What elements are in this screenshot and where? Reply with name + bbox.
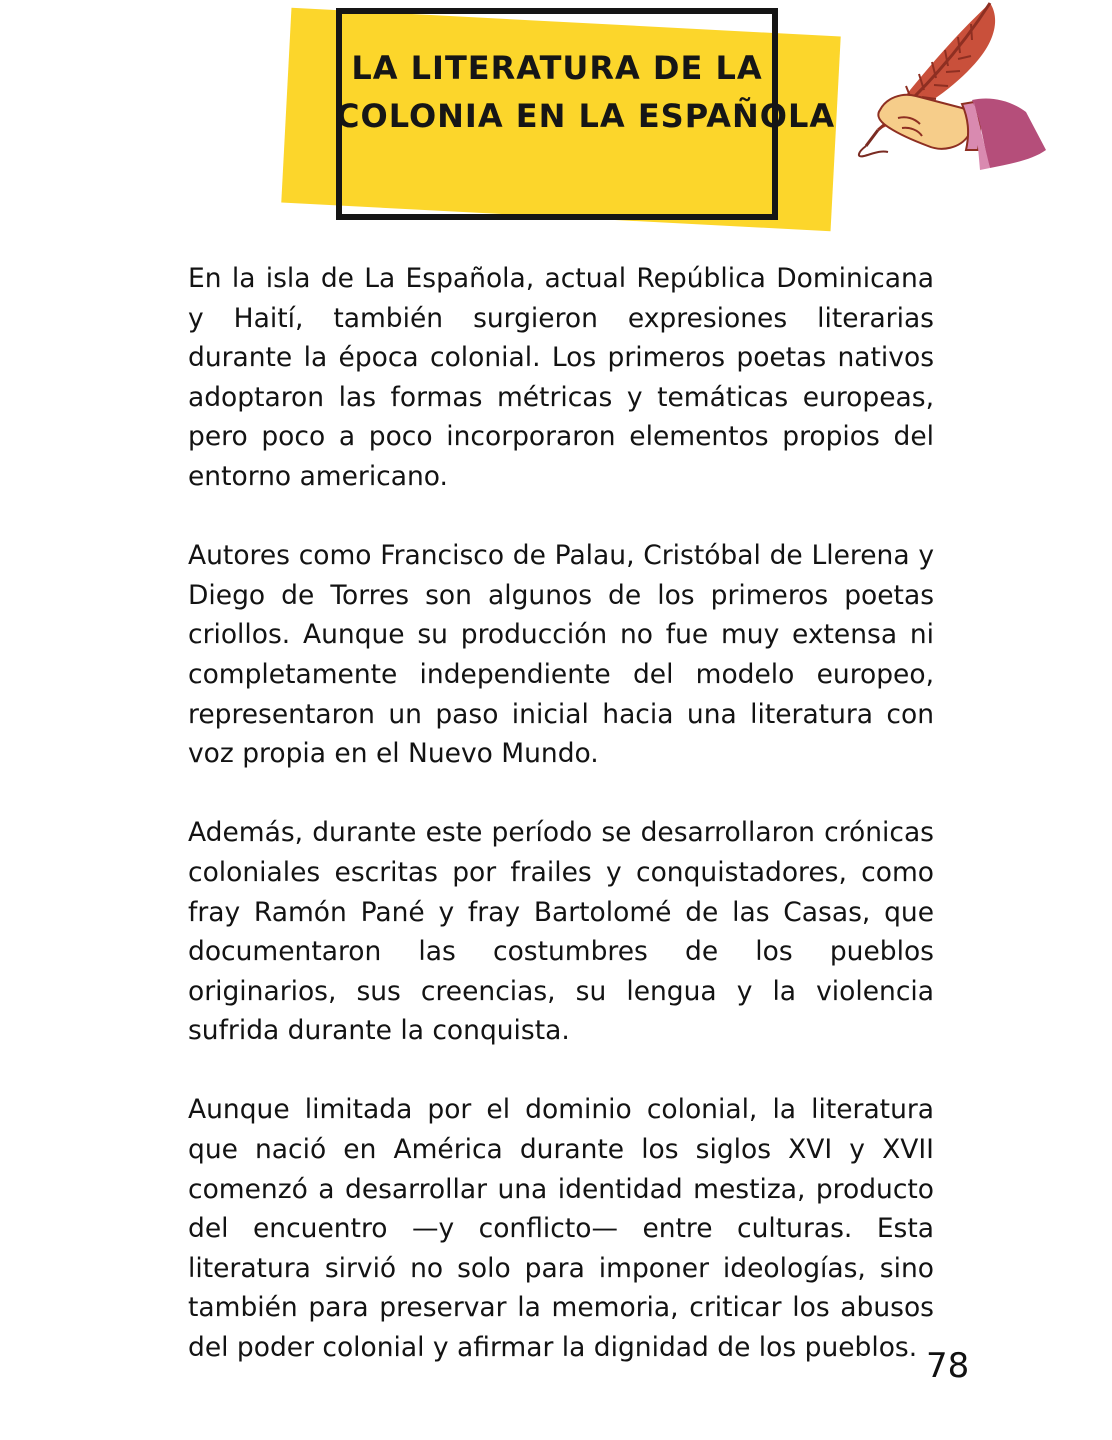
paragraph-2: Autores como Francisco de Palau, Cristóbal de Llerena y Diego de Torres son algunos de los primeros poetas criollos. Aunque su producción no fue muy extensa ni completamente independiente del modelo europeo, representaron un paso inicial hacia una literatura con voz propia en el Nuevo Mundo. (188, 540, 934, 770)
quill-hand-icon (850, 0, 1060, 190)
paragraph-4: Aunque limitada por el dominio colonial, la literatura que nació en América durante los siglos XVI y XVII comenzó a desarrollar una identidad mestiza, producto del encuentro —y conflicto— entre culturas. Esta literatura sirvió no solo para imponer ideologías, sino también para preservar la memoria, criticar los abusos del poder colonial y afirmar la dignidad de los pueblos. (188, 1094, 934, 1364)
page-number: 78 (926, 1346, 970, 1386)
page-title (336, 44, 836, 140)
paragraph-1: En la isla de La Española, actual República Dominicana y Haití, también surgieron expresiones literarias durante la época colonial. Los primeros poetas nativos adoptaron las formas métricas y temáticas europeas, pero poco a poco incorporaron elementos propios del entorno americano. (188, 263, 934, 492)
page-title-line-2: COLONIA EN LA ESPAÑOLA (336, 97, 836, 135)
page-title-line-1: LA LITERATURA DE LA (351, 49, 763, 87)
body-text (188, 259, 934, 1407)
paragraph-3: Además, durante este período se desarrollaron crónicas coloniales escritas por frailes y conquistadores, como fray Ramón Pané y fray Bartolomé de las Casas, que documentaron las costumbres de los pueblos originarios, sus creencias, su lengua y la violencia sufrida durante la conquista. (188, 817, 934, 1047)
